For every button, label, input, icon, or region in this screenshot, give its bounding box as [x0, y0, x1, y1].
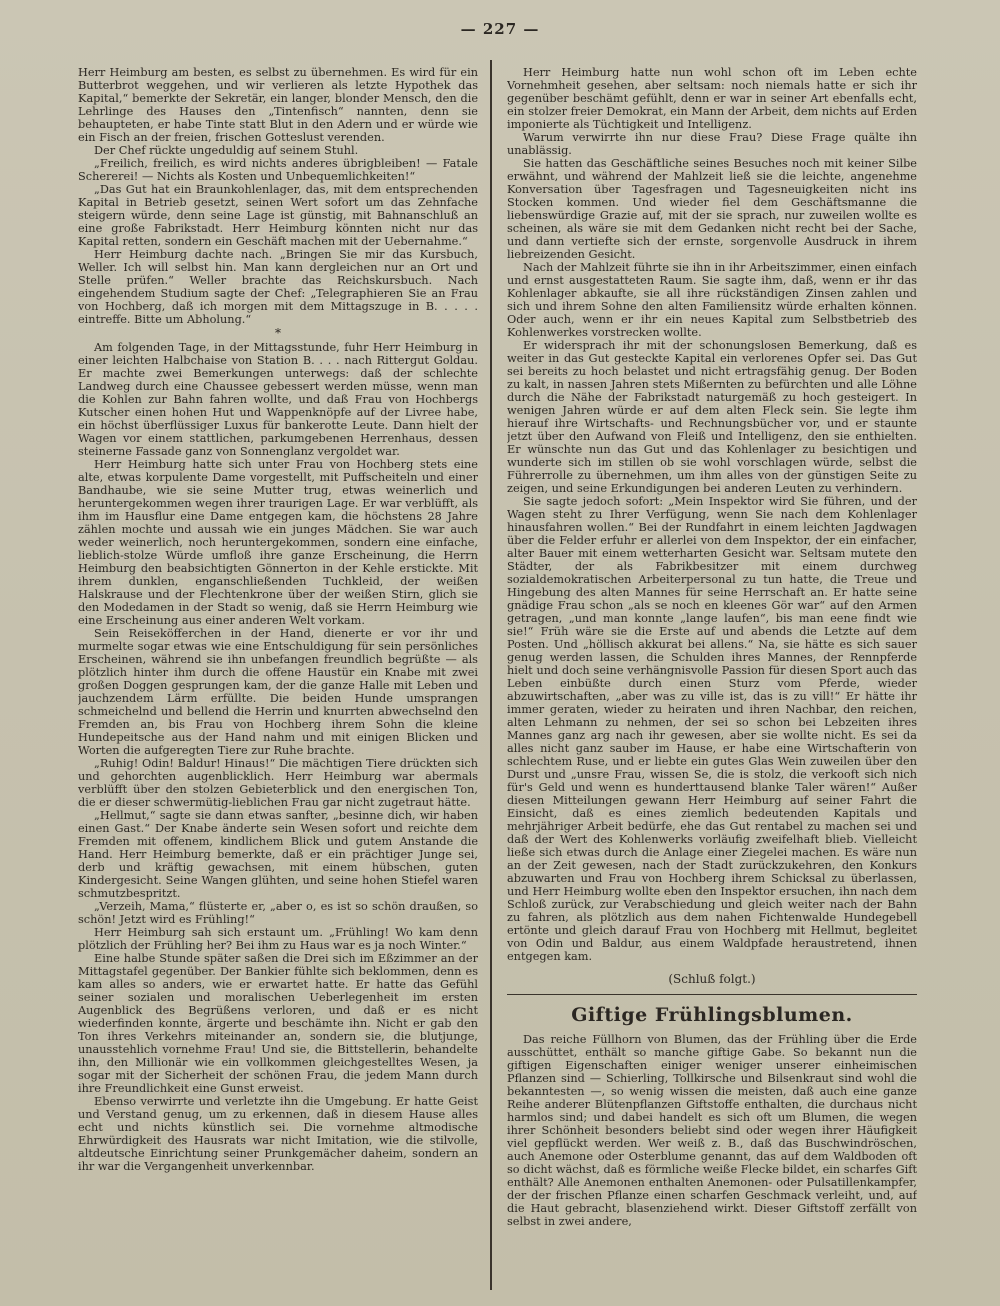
- paragraph: Sie hatten das Geschäftliche seines Besuches noch mit keiner Silbe erwähnt, und während der Mahlzeit ließ sie die leichte, angenehme Konversation über Tagesfragen und Tagesneuigkeiten nicht ins Stocken kommen. Und wieder fiel dem Geschäftsmanne die liebenswürdige Grazie auf, mit der sie sprach, nur zuweilen wollte es scheinen, als wäre sie mit dem Gedanken nicht recht bei der Sache, und dann vertiefte sich der ernste, sorgenvolle Ausdruck in ihrem liebreizenden Gesicht.: [507, 157, 917, 261]
- paragraph: „Hellmut,“ sagte sie dann etwas sanfter, „besinne dich, wir haben einen Gast.“ Der Knabe änderte sein Wesen sofort und reichte dem Fremden mit offenem, kindlichem Blick und gutem Anstande die Hand. Herr Heimburg bemerkte, daß er ein prächtiger Junge sei, derb und kräftig gewachsen, mit einem hübschen, guten Kindergesicht. Seine Wangen glühten, und seine hohen Stiefel waren schmutzbespritzt.: [78, 809, 478, 900]
- paragraph: Herr Heimburg sah sich erstaunt um. „Frühling! Wo kam denn plötzlich der Frühling her? Bei ihm zu Haus war es ja noch Winter.“: [78, 926, 478, 952]
- paragraph: Das reiche Füllhorn von Blumen, das der Frühling über die Erde ausschüttet, enthält so manche giftige Gabe. So bekannt nun die giftigen Eigenschaften einiger weniger unserer einheimischen Pflanzen sind — Schierling, Tollkirsche und Bilsenkraut sind wohl die bekanntesten —, so wenig wissen die meisten, daß auch eine ganze Reihe anderer Blütenpflanzen Giftstoffe enthalten, die durchaus nicht harmlos sind; und dabei handelt es sich oft um Blumen, die wegen ihrer Schönheit besonders beliebt sind oder wegen ihrer Häufigkeit viel gepflückt werden. Wer weiß z. B., daß das Buschwindröschen, auch Anemone oder Osterblume genannt, das auf dem Waldboden oft so dicht wächst, daß es förmliche weiße Flecke bildet, ein scharfes Gift enthält? Alle Anemonen enthalten Anemonen- oder Pulsatillenkampfer, der der frischen Pflanze einen scharfen Geschmack verleiht, und, auf die Haut gebracht, blasenziehend wirkt. Dieser Giftstoff zerfällt von selbst in zwei andere,: [507, 1033, 917, 1228]
- paragraph: Herr Heimburg dachte nach. „Bringen Sie mir das Kursbuch, Weller. Ich will selbst hin. Man kann dergleichen nur an Ort und Stelle prüfen.“ Weller brachte das Reichskursbuch. Nach eingehendem Studium sagte der Chef: „Telegraphieren Sie an Frau von Hochberg, daß ich morgen mit dem Mittagszuge in B. . . . . eintreffe. Bitte um Abholung.“: [78, 248, 478, 326]
- section-divider-star: *: [275, 326, 281, 340]
- continuation-note: (Schluß folgt.): [668, 972, 756, 986]
- paragraph: „Verzeih, Mama,“ flüsterte er, „aber o, es ist so schön draußen, so schön! Jetzt wird es Frühling!“: [78, 900, 478, 926]
- paragraph: Sie sagte jedoch sofort: „Mein Inspektor wird Sie führen, und der Wagen steht zu Ihrer Verfügung, wenn Sie nach dem Kohlenlager hinausfahren wollen.“ Bei der Rundfahrt in einem leichten Jagdwagen über die Felder erfuhr er allerlei von dem Inspektor, der ein einfacher, alter Bauer mit einem wetterharten Gesicht war. Seltsam mutete den Städter, der als Fabrikbesitzer mit einem durchweg sozialdemokratischen Arbeiterpersonal zu tun hatte, die Treue und Hingebung des alten Mannes für seine Herrschaft an. Er hatte seine gnädige Frau schon „als se noch en kleenes Gör war“ auf den Armen getragen, „und man konnte „lange laufen“, bis man eene findt wie sie!“ Früh wäre sie die Erste auf und abends die Letzte auf dem Posten. Und „höllisch akkurat bei allens.“ Na, sie hätte es sich sauer genug werden lassen, die Schulden ihres Mannes, der Rennpferde hielt und doch seine verhängnisvolle Passion für diesen Sport auch das Leben einbüßte durch einen Sturz vom Pferde, wieder abzuwirtschaften, „aber was zu ville ist, das is zu vill!“ Er hätte ihr immer geraten, wieder zu heiraten und ihren Nachbar, den reichen, alten Lehmann zu nehmen, der sei so schon bei Lebzeiten ihres Mannes ganz arg nach ihr gewesen, aber sie wollte nicht. Es sei da alles nicht ganz sauber im Hause, er habe eine Wirtschafterin von schlechtem Ruse, und er liebte ein gutes Glas Wein zuweilen über den Durst und „unsre Frau, wissen Se, die is stolz, die verkooft sich nich für's Geld und wenn es hunderttausend blanke Taler wären!“ Außer diesen Mitteilungen gewann Herr Heimburg auf seiner Fahrt die Einsicht, daß es eines ziemlich bedeutenden Kapitals und mehrjähriger Arbeit bedürfe, ehe das Gut rentabel zu machen sei und daß der Wert des Kohlenwerks vorläufig zweifelhaft blieb. Vielleicht ließe sich etwas durch die Anlage einer Ziegelei machen. Es wäre nun an der Zeit gewesen, nach der Stadt zurückzukehren, den Konkurs abzuwarten und Frau von Hochberg ihrem Schicksal zu überlassen, und Herr Heimburg wollte eben den Inspektor ersuchen, ihn nach dem Schloß zurück, zur Verabschiedung und gleich weiter nach der Bahn zu fahren, als plötzlich aus dem nahen Fichtenwalde Hundegebell ertönte und gleich darauf Frau von Hochberg mit Hellmut, begleitet von Odin und Baldur, aus einem Waldpfade heraustretend, ihnen entgegen kam.: [507, 495, 917, 963]
- page-number: — 227 —: [460, 20, 540, 38]
- paragraph: Nach der Mahlzeit führte sie ihn in ihr Arbeitszimmer, einen einfach und ernst ausgestatteten Raum. Sie sagte ihm, daß, wenn er ihr das Kohlenlager abkaufte, sie all ihre rückständigen Zinsen zahlen und sich und ihrem Sohne den alten Familiensitz würde erhalten können. Oder auch, wenn er ihr ein neues Kapital zum Selbstbetrieb des Kohlenwerkes vorstrecken wollte.: [507, 261, 917, 339]
- paragraph: Der Chef rückte ungeduldig auf seinem Stuhl.: [94, 144, 359, 157]
- paragraph: „Ruhig! Odin! Baldur! Hinaus!“ Die mächtigen Tiere drückten sich und gehorchten augenblicklich. Herr Heimburg war abermals verblüfft über den stolzen Gebieterblick und den energischen Ton, die er dieser schwermütig-lieblichen Frau gar nicht zugetraut hätte.: [78, 757, 478, 809]
- paragraph: Warum verwirrte ihn nur diese Frau? Diese Frage quälte ihn unablässig.: [507, 131, 917, 157]
- article-title: Giftige Frühlingsblumen.: [571, 1004, 853, 1026]
- paragraph: Er widersprach ihr mit der schonungslosen Bemerkung, daß es weiter in das Gut gesteckte Kapital ein verlorenes Opfer sei. Das Gut sei bereits zu hoch belastet und nicht ertragsfähig genug. Der Boden zu kalt, in nassen Jahren stets Mißernten zu befürchten und alle Löhne durch die Nähe der Fabrikstadt naturgemäß zu hoch gesteigert. In wenigen Jahren würde er auf dem alten Fleck sein. Sie legte ihm hierauf ihre Wirtschafts- und Rechnungsbücher vor, und er staunte jetzt über den Aufwand von Fleiß und Intelligenz, den sie enthielten. Er wünschte nun das Gut und das Kohlenlager zu besichtigen und wunderte sich im stillen ob sie wohl vorschlagen würde, selbst die Führerrolle zu übernehmen, um ihm alles von der günstigen Seite zu zeigen, und seine Erkundigungen bei anderen Leuten zu verhindern.: [507, 339, 917, 495]
- paragraph: Sein Reiseköfferchen in der Hand, dienerte er vor ihr und murmelte sogar etwas wie eine Entschuldigung für sein persönliches Erscheinen, während sie ihn unbefangen freundlich begrüßte — als plötzlich hinter ihm durch die offene Haustür ein Knabe mit zwei großen Doggen gesprungen kam, der die ganze Halle mit Leben und jauchzendem Lärm erfüllte. Die beiden Hunde umsprangen schmeichelnd und bellend die Herrin und knurrten abwechselnd den Fremden an, bis Frau von Hochberg ihrem Sohn die kleine Hundepeitsche aus der Hand nahm und mit einigen Blicken und Worten die aufgeregten Tiere zur Ruhe brachte.: [78, 627, 478, 757]
- column-rule: [490, 60, 492, 1290]
- paragraph: Ebenso verwirrte und verletzte ihn die Umgebung. Er hatte Geist und Verstand genug, um zu erkennen, daß in diesem Hause alles echt und nichts künstlich sei. Die vornehme altmodische Ehrwürdigkeit des Hausrats war nicht Imitation, wie die stilvolle, altdeutsche Einrichtung seiner Prunkgemächer daheim, sondern an ihr war die Vergangenheit unverkennbar.: [78, 1095, 478, 1173]
- paragraph: „Freilich, freilich, es wird nichts anderes übrigbleiben! — Fatale Schererei! — Nichts als Kosten und Unbequemlichkeiten!“: [78, 157, 478, 183]
- paragraph: Herr Heimburg am besten, es selbst zu übernehmen. Es wird für ein Butterbrot weggehen, und wir verlieren als letzte Hypothek das Kapital,“ bemerkte der Sekretär, ein langer, blonder Mensch, den die Lehrlinge des Hauses den „Tintenfisch“ nannten, denn sie behaupteten, er habe Tinte statt Blut in den Adern und er würde wie ein Fisch an der freien, frischen Gotteslust verenden.: [78, 66, 478, 144]
- paragraph: Eine halbe Stunde später saßen die Drei sich im Eßzimmer an der Mittagstafel gegenüber. Der Bankier fühlte sich beklommen, denn es kam alles so anders, wie er erwartet hatte. Er hatte das Gefühl seiner sozialen und moralischen Ueberlegenheit im ersten Augenblick des Begrüßens verloren, und daß er es nicht wiederfinden konnte, ärgerte und beschämte ihn. Nicht er gab den Ton ihres Verkehrs miteinander an, sondern sie, die blutjunge, unausstehlich vornehme Frau! Und sie, die Bittstellerin, behandelte ihn, den Millionär wie ein vollkommen gleichgestelltes Wesen, ja sogar mit der Sicherheit der schönen Frau, die jedem Mann durch ihre Freundlichkeit eine Gunst erweist.: [78, 952, 478, 1095]
- paragraph: Am folgenden Tage, in der Mittagsstunde, fuhr Herr Heimburg in einer leichten Halbchaise von Station B. . . . nach Rittergut Goldau. Er machte zwei Bemerkungen unterwegs: daß der schlechte Landweg durch eine Chaussee gebessert werden müsse, wenn man die Kohlen zur Bahn fahren wollte, und daß Frau von Hochbergs Kutscher einen hohen Hut und Wappenknöpfe auf der Livree habe, ein höchst überflüssiger Luxus für bankerotte Leute. Dann hielt der Wagen vor einem stattlichen, parkumgebenen Herrenhaus, dessen steinerne Fassade ganz von Sonnenglanz vergoldet war.: [78, 341, 478, 458]
- paragraph: Herr Heimburg hatte sich unter Frau von Hochberg stets eine alte, etwas korpulente Dame vorgestellt, mit Puffscheiteln und einer Bandhaube, wie sie seine Mutter trug, etwas weinerlich und heruntergekommen wegen ihrer traurigen Lage. Er war verblüfft, als ihm im Hausflur eine Dame entgegen kam, die höchstens 28 Jahre zählen mochte und aussah wie ein junges Mädchen. Sie war auch weder weinerlich, noch heruntergekommen, sondern eine einfache, lieblich-stolze Würde umfloß ihre ganze Erscheinung, die Herrn Heimburg den beabsichtigten Gönnerton in der Kehle erstickte. Mit ihrem dunklen, enganschließenden Tuchkleid, der weißen Halskrause und der Flechtenkrone über der weißen Stirn, glich sie den Modedamen in der Stadt so wenig, daß sie Herrn Heimburg wie eine Erscheinung aus einer anderen Welt vorkam.: [78, 458, 478, 627]
- left-column: [78, 66, 478, 1288]
- right-column: [507, 66, 917, 1288]
- article-separator: [507, 994, 917, 995]
- paragraph: Herr Heimburg hatte nun wohl schon oft im Leben echte Vornehmheit gesehen, aber seltsam: noch niemals hatte er sich ihr gegenüber beschämt gefühlt, denn er war in seiner Art ebenfalls echt, ein stolzer freier Demokrat, ein Mann der Arbeit, dem nichts auf Erden imponierte als Tüchtigkeit und Intelligenz.: [507, 66, 917, 131]
- paragraph: „Das Gut hat ein Braunkohlenlager, das, mit dem entsprechenden Kapital in Betrieb gesetzt, seinen Wert sofort um das Zehnfache steigern würde, denn seine Lage ist günstig, mit Bahnanschluß an eine große Fabrikstadt. Herr Heimburg könnten nicht nur das Kapital retten, sondern ein Geschäft machen mit der Uebernahme.“: [78, 183, 478, 248]
